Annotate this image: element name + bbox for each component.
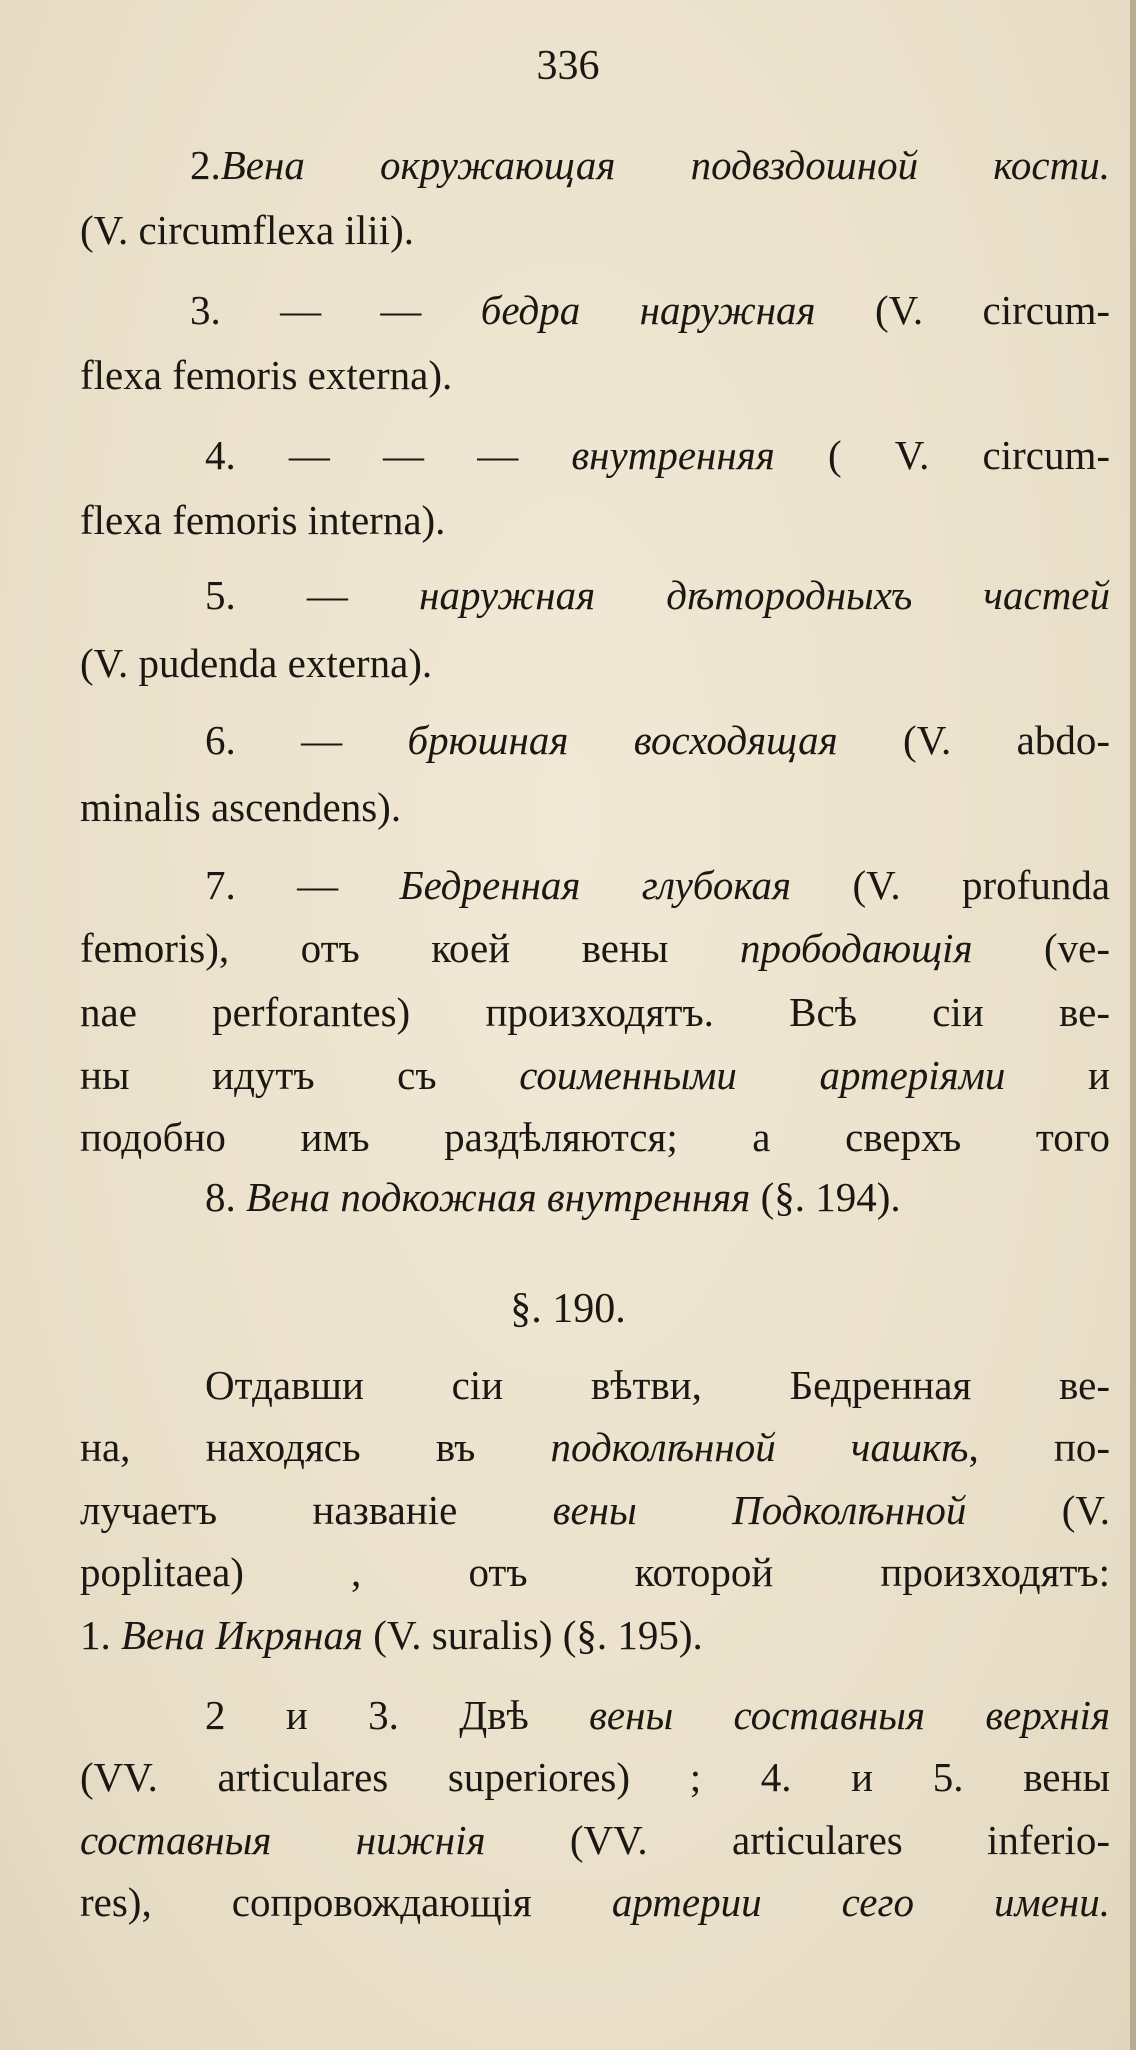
text-run: , по-: [968, 1424, 1110, 1470]
italic-term: Бедренная глубокая: [399, 862, 792, 908]
italic-term: бедра наружная: [480, 287, 816, 333]
text-run: (V. circumflexa ilii).: [80, 207, 414, 253]
italic-term: Вена окружающая подвздошной кости.: [220, 142, 1110, 188]
text-run: лучаетъ названіе: [80, 1487, 553, 1533]
text-run: nae perforantes) произходятъ. Всѣ сіи ве-: [80, 989, 1110, 1035]
text-run: res), сопровождающія: [80, 1879, 612, 1925]
text-line: [205, 1172, 901, 1222]
text-line: [205, 1690, 1110, 1740]
text-run: (V. pudenda externa).: [80, 640, 433, 686]
text-run: minalis ascendens).: [80, 784, 402, 830]
text-run: (V. abdo-: [837, 717, 1110, 763]
text-run: 2 и 3. Двѣ: [205, 1692, 590, 1738]
text-line: [80, 1752, 1110, 1802]
text-run: (V. circum-: [815, 287, 1110, 333]
text-run: (V. profunda: [791, 862, 1111, 908]
text-line: [80, 1610, 703, 1660]
text-run: (§. 194).: [750, 1174, 901, 1220]
italic-term: внутренняя: [571, 432, 775, 478]
text-line: [80, 495, 445, 545]
text-line: [80, 350, 452, 400]
italic-term: вены Подколѣнной: [552, 1487, 967, 1533]
text-line: [190, 140, 1110, 190]
text-run: femoris), отъ коей вены: [80, 925, 740, 971]
text-line: [190, 285, 1110, 335]
text-line: [205, 1360, 1110, 1410]
text-line: [80, 987, 1110, 1037]
text-run: (VV. articulares inferio-: [485, 1817, 1110, 1863]
text-run: 2.: [190, 142, 221, 188]
text-run: 7. —: [205, 862, 400, 908]
italic-term: Вена подкожная внутренняя: [246, 1174, 751, 1220]
text-line: [205, 860, 1110, 910]
text-run: 5. —: [205, 572, 420, 618]
text-run: 8.: [205, 1174, 246, 1220]
text-run: подобно имъ раздѣляются; а сверхъ того: [80, 1114, 1110, 1160]
text-run: на, находясь въ: [80, 1424, 551, 1470]
text-line: [80, 923, 1110, 973]
text-line: [80, 1877, 1110, 1927]
text-line: [80, 1050, 1110, 1100]
text-run: flexa femoris interna).: [80, 497, 446, 543]
text-line: [80, 1485, 1110, 1535]
text-line: [205, 570, 1110, 620]
italic-term: артерии сего имени.: [611, 1879, 1110, 1925]
text-run: ( V. circum-: [774, 432, 1111, 478]
text-run: Отдавши сіи вѣтви, Бедренная ве-: [205, 1362, 1110, 1408]
page-number: 336: [536, 43, 600, 89]
text-line: [80, 638, 432, 688]
text-line: [80, 1815, 1110, 1865]
italic-term: наружная дѣтородныхъ частей: [419, 572, 1110, 618]
italic-term: брюшная восходящая: [407, 717, 838, 763]
text-run: 4. — — —: [205, 432, 572, 478]
text-run: (ve-: [972, 925, 1110, 971]
text-line: [80, 1547, 1110, 1597]
page-edge: [1130, 0, 1136, 2050]
italic-term: Вена Икряная: [121, 1612, 364, 1658]
text-run: ны идутъ съ: [80, 1052, 520, 1098]
text-line: [205, 430, 1110, 480]
text-run: 6. —: [205, 717, 408, 763]
italic-term: составныя нижнія: [80, 1817, 486, 1863]
text-line: [80, 1422, 1110, 1472]
italic-term: вены составныя верхнія: [589, 1692, 1111, 1738]
text-run: и: [1005, 1052, 1110, 1098]
text-run: 1.: [80, 1612, 121, 1658]
text-line: [205, 715, 1110, 765]
text-run: 3. — —: [190, 287, 481, 333]
text-run: flexa femoris externa).: [80, 352, 453, 398]
text-run: (VV. articulares superiores) ; 4. и 5. вены: [80, 1754, 1110, 1800]
text-line: [80, 205, 414, 255]
text-run: (V.: [966, 1487, 1110, 1533]
italic-term: подколѣнной чашкѣ: [550, 1424, 969, 1470]
italic-term: прободающія: [739, 925, 973, 971]
text-run: poplitaea) , отъ которой произходятъ:: [80, 1549, 1110, 1595]
text-run: (V. suralis) (§. 195).: [363, 1612, 703, 1658]
section-heading: §. 190.: [510, 1286, 626, 1332]
text-line: [80, 782, 401, 832]
italic-term: соименными артеріями: [519, 1052, 1006, 1098]
text-line: [80, 1112, 1110, 1162]
